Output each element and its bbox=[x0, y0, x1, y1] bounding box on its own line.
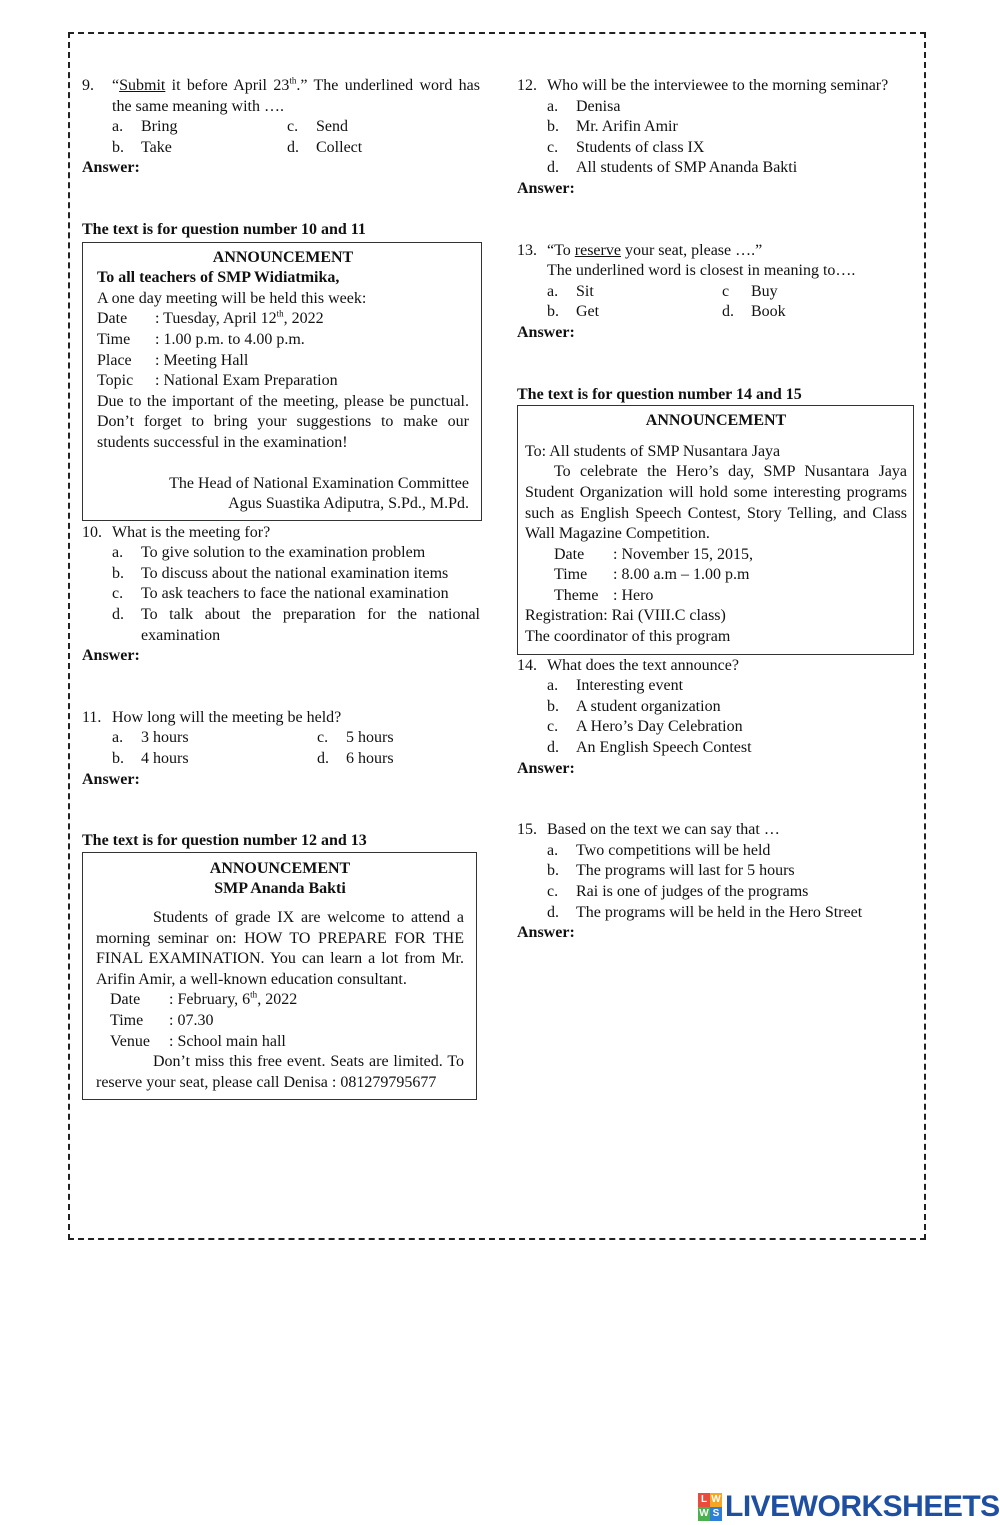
option-c[interactable]: c Buy bbox=[722, 282, 778, 300]
question-11 bbox=[82, 708, 480, 729]
announcement-recipient: To all teachers of SMP Widiatmika, bbox=[97, 269, 340, 287]
question-9 bbox=[82, 76, 480, 117]
question-15 bbox=[517, 820, 915, 841]
option-c[interactable]: c. To ask teachers to face the national examination bbox=[112, 585, 449, 603]
announcement-body: Students of grade IX are welcome to attend a morning seminar on: HOW TO PREPARE FOR THE FINAL EXAMINATION. You can learn a lot from Mr. Arifin Amir, a well-known education consultant. bbox=[96, 909, 464, 988]
heading-10-11: The text is for question number 10 and 11 bbox=[82, 220, 366, 238]
option-b[interactable]: b. Mr. Arifin Amir bbox=[547, 118, 678, 136]
option-d[interactable]: d. Book bbox=[722, 303, 786, 321]
question-number: 12. bbox=[517, 77, 537, 94]
option-c[interactable]: c. 5 hours bbox=[317, 729, 394, 747]
answer-label-q15: Answer: bbox=[517, 924, 575, 942]
q11-options bbox=[82, 728, 480, 769]
question-text: What is the meeting for? bbox=[112, 523, 271, 541]
option-c[interactable]: c. Send bbox=[287, 118, 348, 136]
option-d[interactable]: d. Collect bbox=[287, 138, 363, 156]
option-b[interactable]: b. Get bbox=[547, 303, 600, 321]
option-a[interactable]: a. Sit bbox=[547, 282, 594, 300]
q13-options bbox=[517, 282, 915, 323]
announcement-title: ANNOUNCEMENT bbox=[645, 412, 787, 430]
option-b[interactable]: b. The programs will last for 5 hours bbox=[547, 862, 795, 880]
question-number: 13. bbox=[517, 241, 537, 259]
option-b[interactable]: b. 4 hours bbox=[112, 750, 189, 768]
question-number: 10. bbox=[82, 523, 102, 541]
question-12 bbox=[517, 76, 915, 97]
question-text: How long will the meeting be held? bbox=[112, 708, 342, 726]
option-b[interactable]: b. To discuss about the national examination items bbox=[112, 564, 449, 582]
option-b[interactable]: b. A student organization bbox=[547, 697, 721, 715]
announcement-subtitle: SMP Ananda Bakti bbox=[214, 880, 346, 898]
underlined-word: reserve bbox=[574, 241, 621, 259]
answer-label-q9: Answer: bbox=[82, 159, 140, 177]
announcement-title: ANNOUNCEMENT bbox=[209, 859, 351, 877]
option-d[interactable]: d. All students of SMP Ananda Bakti bbox=[547, 159, 798, 177]
answer-label-q10: Answer: bbox=[82, 647, 140, 665]
question-number: 9. bbox=[82, 77, 94, 94]
time-row: Time : 1.00 p.m. to 4.00 p.m. bbox=[97, 330, 305, 348]
underlined-word: Submit bbox=[119, 77, 166, 94]
question-text-line2: The underlined word is closest in meaning to…. bbox=[547, 262, 856, 280]
announcement-body: Due to the important of the meeting, please be punctual. Don’t forget to bring your suggestions to make our students successful in the examination! bbox=[97, 392, 469, 451]
logo-text: LIVEWORKSHEETS bbox=[725, 1490, 1000, 1523]
registration: Registration: Rai (VIII.C class) bbox=[525, 607, 726, 625]
theme-row: Theme : Hero bbox=[554, 586, 654, 604]
answer-label-q12: Answer: bbox=[517, 179, 575, 197]
time-row: Time : 8.00 a.m – 1.00 p.m bbox=[554, 566, 750, 584]
question-14 bbox=[517, 656, 915, 677]
coordinator: The coordinator of this program bbox=[525, 628, 731, 646]
question-text: “Submit it before April 23th.” The underlined word has the same meaning with …. bbox=[112, 75, 480, 115]
announcement-recipient: To: All students of SMP Nusantara Jaya bbox=[525, 442, 781, 460]
right-column bbox=[517, 76, 915, 944]
option-d[interactable]: d. 6 hours bbox=[317, 750, 394, 768]
option-b[interactable]: b. Take bbox=[112, 138, 172, 156]
announcement-intro: A one day meeting will be held this week: bbox=[97, 289, 367, 307]
heading-12-13: The text is for question number 12 and 13 bbox=[82, 832, 367, 850]
option-d[interactable]: d. An English Speech Contest bbox=[547, 739, 752, 757]
answer-label-q11: Answer: bbox=[82, 770, 140, 788]
announcement-box-1 bbox=[82, 242, 482, 521]
date-row: Date : February, 6th, 2022 bbox=[110, 990, 298, 1009]
question-number: 11. bbox=[82, 708, 102, 726]
question-text: Who will be the interviewee to the morning seminar? bbox=[547, 77, 889, 94]
q9-options bbox=[82, 117, 480, 158]
option-c[interactable]: c. Rai is one of judges of the programs bbox=[547, 883, 809, 900]
option-a[interactable]: a. 3 hours bbox=[112, 729, 189, 747]
question-number: 15. bbox=[517, 821, 537, 839]
option-c[interactable]: c. A Hero’s Day Celebration bbox=[547, 718, 743, 736]
question-10 bbox=[82, 523, 480, 544]
question-number: 14. bbox=[517, 656, 537, 674]
heading-14-15: The text is for question number 14 and 15 bbox=[517, 385, 802, 403]
question-13 bbox=[517, 241, 915, 282]
signature-name: Agus Suastika Adiputra, S.Pd., M.Pd. bbox=[228, 495, 469, 513]
option-d[interactable]: d. The programs will be held in the Hero Street bbox=[547, 903, 863, 921]
option-c[interactable]: c. Students of class IX bbox=[547, 138, 705, 156]
announcement-closing: Don’t miss this free event. Seats are limited. To reserve your seat, please call Denisa : 081279795677 bbox=[96, 1053, 464, 1091]
topic-row: Topic : National Exam Preparation bbox=[97, 372, 338, 390]
announcement-title: ANNOUNCEMENT bbox=[212, 248, 354, 266]
answer-label-q14: Answer: bbox=[517, 759, 575, 777]
option-a[interactable]: a. To give solution to the examination problem bbox=[112, 544, 426, 562]
announcement-body: To celebrate the Hero’s day, SMP Nusantara Jaya Student Organization will hold some interesting programs such as English Speech Contest, Story Telling, and Class Wall Magazine Competition. bbox=[525, 463, 907, 543]
time-row: Time : 07.30 bbox=[110, 1011, 214, 1029]
answer-label-q13: Answer: bbox=[517, 323, 575, 341]
liveworksheets-logo bbox=[698, 1490, 1000, 1524]
left-column bbox=[82, 76, 480, 1100]
place-row: Place : Meeting Hall bbox=[97, 351, 249, 369]
date-row: Date : November 15, 2015, bbox=[554, 545, 753, 563]
option-d[interactable]: d. To talk about the preparation for the national examination bbox=[112, 606, 480, 644]
announcement-box-3 bbox=[517, 405, 914, 655]
option-a[interactable]: a. Interesting event bbox=[547, 677, 684, 695]
option-a[interactable]: a. Denisa bbox=[547, 97, 621, 115]
question-text: What does the text announce? bbox=[547, 656, 739, 674]
venue-row: Venue : School main hall bbox=[110, 1032, 286, 1050]
question-text: “To reserve your seat, please ….” bbox=[547, 241, 763, 259]
option-a[interactable]: a. Bring bbox=[112, 118, 178, 136]
option-a[interactable]: a. Two competitions will be held bbox=[547, 841, 771, 859]
question-text: Based on the text we can say that … bbox=[547, 821, 780, 839]
signature-title: The Head of National Examination Committee bbox=[169, 474, 469, 492]
logo-icon: L W W S bbox=[699, 1494, 721, 1519]
announcement-box-2 bbox=[82, 852, 477, 1101]
date-row: Date : Tuesday, April 12th, 2022 bbox=[97, 309, 324, 328]
